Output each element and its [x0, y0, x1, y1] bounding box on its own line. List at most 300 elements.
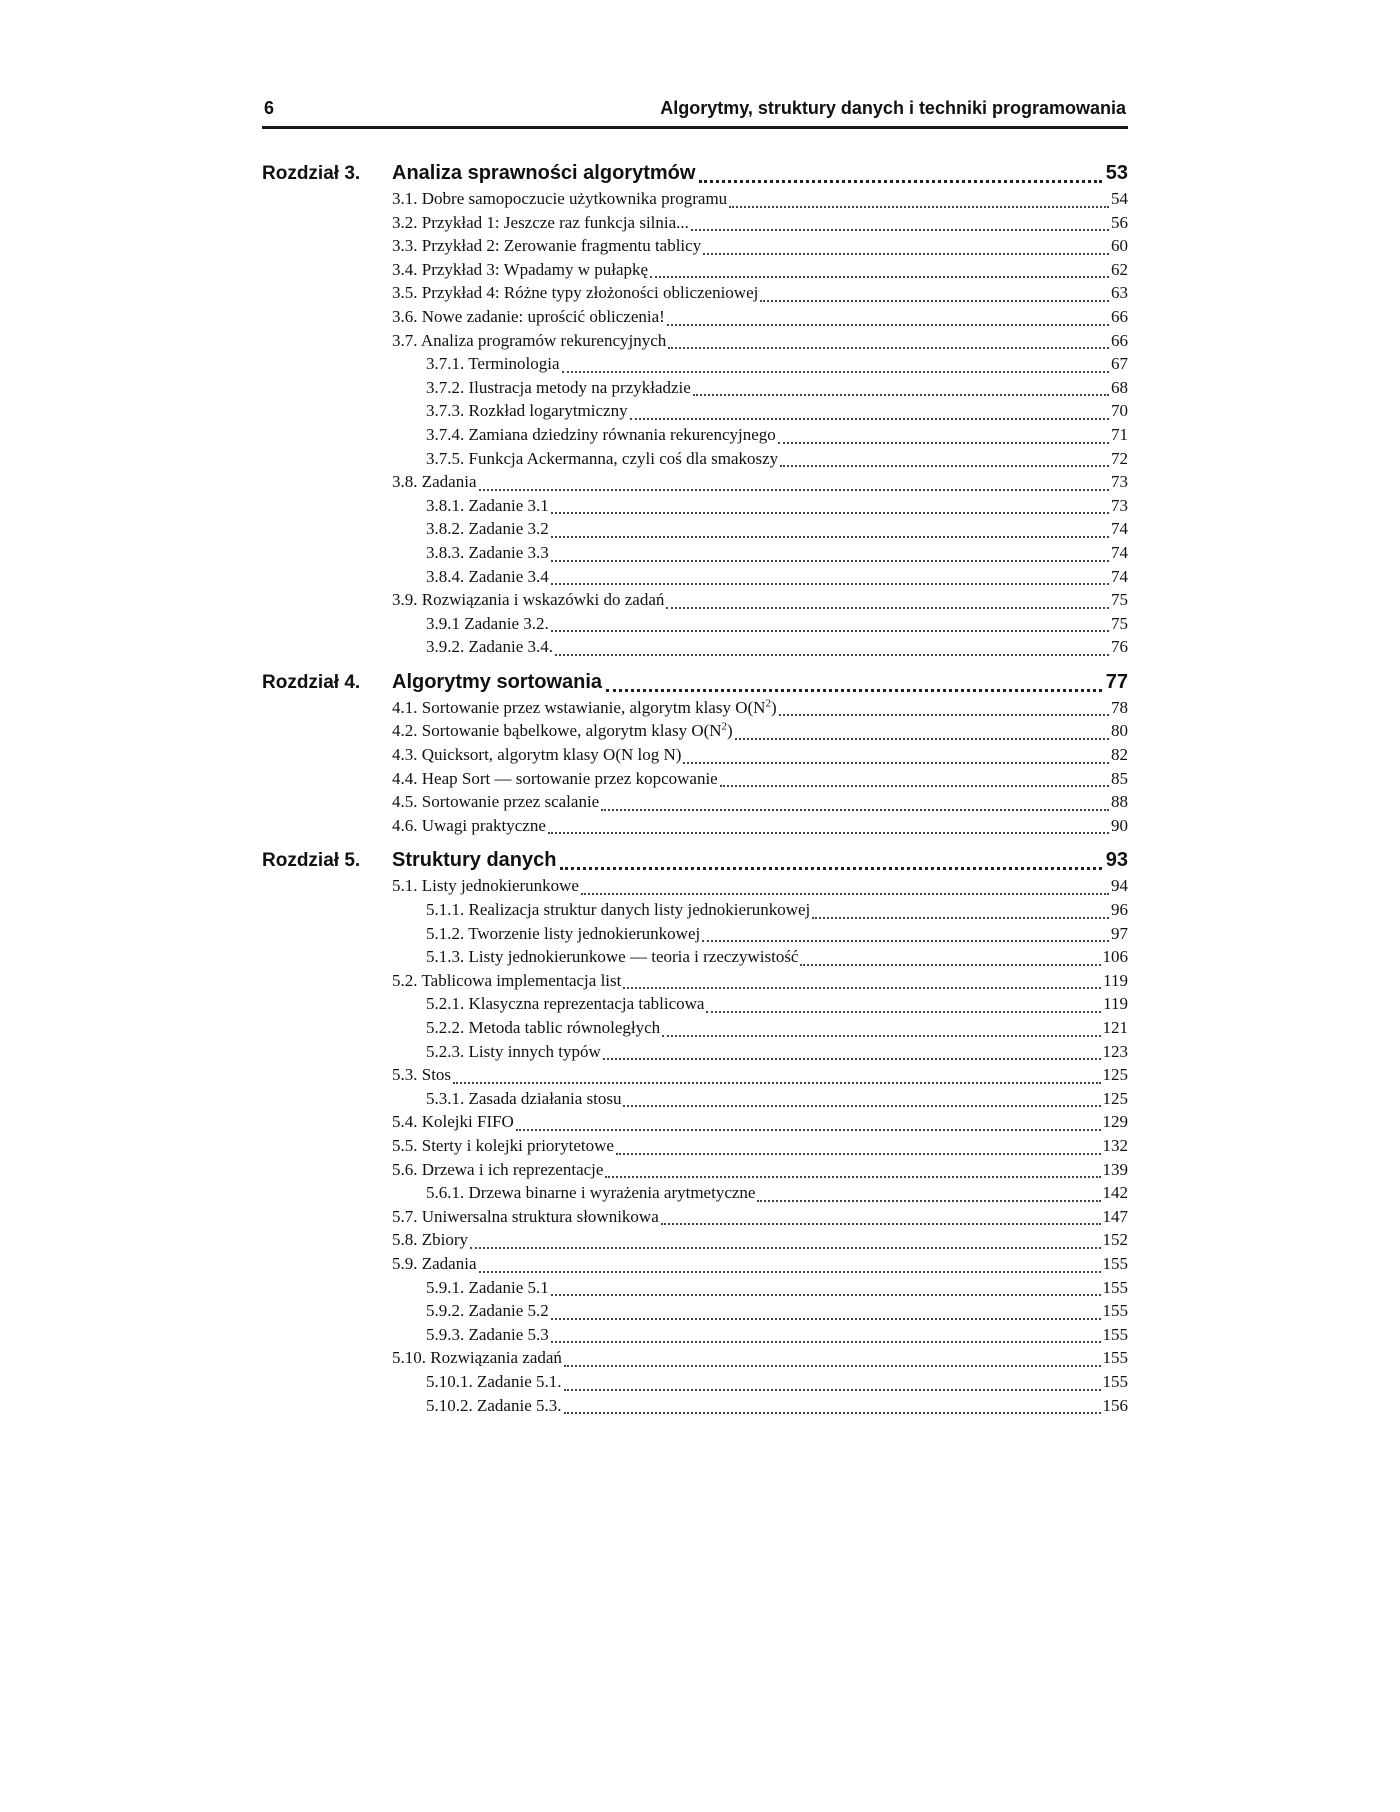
dot-leader: [470, 1247, 1100, 1249]
entry-number: 4.6.: [392, 815, 418, 835]
dot-leader: [703, 253, 1109, 255]
toc-section-entry[interactable]: [262, 331, 1128, 355]
dot-leader: [668, 347, 1109, 349]
entry-title: [426, 543, 549, 563]
toc-subsection-entry[interactable]: [262, 924, 1128, 948]
entry-title-text: Zadanie 5.1.: [477, 1371, 562, 1391]
entry-number: 3.8.1.: [426, 495, 465, 515]
entry-number: 3.7.: [392, 330, 418, 350]
entry-title: [392, 721, 733, 741]
entry-title-text: Zadanie 3.1: [468, 495, 549, 515]
toc-subsection-entry[interactable]: [262, 1018, 1128, 1042]
entry-page-number: 121: [1102, 1018, 1128, 1037]
entry-title-text: Tworzenie listy jednokierunkowej: [468, 923, 701, 943]
entry-title-text: Zadanie 3.4: [468, 566, 549, 586]
dot-leader: [630, 418, 1109, 420]
toc-subsection-entry[interactable]: [262, 1325, 1128, 1349]
chapter-page-number: 93: [1105, 849, 1128, 872]
toc-subsection-entry[interactable]: [262, 614, 1128, 638]
entry-title-text: Zadanie 5.1: [468, 1277, 549, 1297]
entry-title: [392, 283, 758, 303]
entry-number: 3.5.: [392, 283, 418, 303]
entry-title-tail: ): [727, 721, 733, 741]
entry-number: 5.1.2.: [426, 923, 465, 943]
dot-leader: [699, 180, 1101, 183]
dot-leader: [548, 832, 1109, 834]
toc-section-entry[interactable]: [262, 189, 1128, 213]
entry-page-number: 147: [1102, 1206, 1128, 1226]
entry-title: [426, 1278, 549, 1298]
entry-page-number: 156: [1102, 1395, 1128, 1415]
entry-number: 5.7.: [392, 1206, 418, 1226]
entry-page-number: 82: [1111, 745, 1128, 765]
entry-title-text: Sortowanie bąbelkowe, algorytm klasy O(N: [421, 721, 722, 741]
entry-title: [392, 971, 621, 991]
toc-section-entry[interactable]: [262, 1160, 1128, 1184]
entry-page-number: 75: [1111, 590, 1128, 610]
entry-title: [392, 876, 579, 896]
toc-section-entry[interactable]: [262, 260, 1128, 284]
entry-number: 3.3.: [392, 236, 418, 256]
entry-title-text: Zbiory: [421, 1230, 469, 1250]
entry-number: 5.5.: [392, 1135, 418, 1155]
dot-leader: [662, 1035, 1100, 1037]
dot-leader: [683, 762, 1109, 764]
entry-page-number: 80: [1111, 721, 1128, 741]
entry-number: 3.6.: [392, 306, 418, 326]
entry-number: 3.7.3.: [426, 401, 465, 421]
toc-section-entry[interactable]: [262, 792, 1128, 816]
toc-section-entry[interactable]: [262, 745, 1128, 769]
dot-leader: [661, 1223, 1101, 1225]
chapter-heading[interactable]: [262, 162, 1128, 189]
toc-section-entry[interactable]: [262, 721, 1128, 745]
entry-title: [392, 1136, 614, 1156]
toc-subsection-entry[interactable]: [262, 1372, 1128, 1396]
entry-number: 3.9.1: [426, 613, 460, 633]
entry-number: 5.6.1.: [426, 1183, 465, 1203]
entry-title: [392, 590, 664, 610]
toc-subsection-entry[interactable]: [262, 449, 1128, 473]
toc-subsection-entry[interactable]: [262, 637, 1128, 661]
toc-subsection-entry[interactable]: [262, 1089, 1128, 1113]
chapter-title: Struktury danych: [392, 849, 557, 872]
entry-page-number: 85: [1111, 768, 1128, 788]
entry-title: [426, 1325, 549, 1345]
superscript: 2: [765, 697, 771, 710]
toc-section-entry[interactable]: [262, 1136, 1128, 1160]
entry-title: [392, 472, 477, 492]
dot-leader: [551, 630, 1109, 632]
chapter-heading[interactable]: [262, 849, 1128, 876]
entry-title: [392, 1230, 468, 1250]
toc-subsection-entry[interactable]: [262, 543, 1128, 567]
entry-title: [426, 1042, 601, 1062]
dot-leader: [551, 512, 1109, 514]
dot-leader: [551, 583, 1109, 585]
page-number: 6: [264, 98, 275, 118]
entry-title: [426, 1396, 562, 1416]
entry-page-number: 67: [1111, 354, 1128, 374]
entry-title: [392, 213, 689, 233]
entry-page-number: 90: [1111, 815, 1128, 835]
toc-subsection-entry[interactable]: [262, 1301, 1128, 1325]
toc-subsection-entry[interactable]: [262, 567, 1128, 591]
entry-title: [392, 1160, 603, 1180]
dot-leader: [778, 442, 1109, 444]
entry-title: [392, 792, 599, 812]
entry-number: 3.8.: [392, 472, 418, 492]
entry-title-text: Zadanie 5.3: [468, 1324, 549, 1344]
entry-number: 4.2.: [392, 721, 418, 741]
entry-number: 3.9.2.: [426, 637, 465, 657]
toc-section-entry[interactable]: [262, 1348, 1128, 1372]
entry-title-text: Listy jednokierunkowe — teoria i rzeczywistość: [468, 947, 799, 967]
toc-section-entry[interactable]: [262, 1065, 1128, 1089]
toc-subsection-entry[interactable]: [262, 496, 1128, 520]
dot-leader: [479, 1271, 1101, 1273]
entry-page-number: 97: [1111, 923, 1128, 943]
entry-page-number: 155: [1102, 1348, 1128, 1368]
entry-number: 4.4.: [392, 768, 418, 788]
dot-leader: [555, 654, 1109, 656]
toc-subsection-entry[interactable]: [262, 378, 1128, 402]
dot-leader: [601, 809, 1109, 811]
entry-title-text: Stos: [421, 1065, 452, 1085]
entry-number: 5.2.3.: [426, 1041, 465, 1061]
entry-title: [426, 637, 553, 657]
entry-title: [392, 1207, 659, 1227]
entry-page-number: 63: [1111, 283, 1128, 303]
entry-page-number: 125: [1102, 1088, 1128, 1108]
entry-title: [426, 614, 549, 634]
entry-title-text: Przykład 4: Różne typy złożoności obliczeniowej: [421, 283, 759, 303]
toc-section-entry[interactable]: [262, 1230, 1128, 1254]
chapter-label: Rozdział 3.: [262, 163, 361, 184]
entry-title-text: Dobre samopoczucie użytkownika programu: [421, 189, 728, 208]
chapter-label: Rozdział 5.: [262, 850, 361, 872]
entry-number: 3.4.: [392, 259, 418, 279]
entry-title: [426, 378, 691, 398]
entry-number: 5.10.1.: [426, 1371, 473, 1391]
entry-title: [426, 401, 628, 421]
toc-subsection-entry[interactable]: [262, 900, 1128, 924]
toc-section-entry[interactable]: [262, 472, 1128, 496]
toc-section-entry[interactable]: [262, 590, 1128, 614]
entry-title: [426, 924, 700, 944]
dot-leader: [706, 1011, 1101, 1013]
toc-subsection-entry[interactable]: [262, 354, 1128, 378]
entry-number: 3.7.5.: [426, 448, 465, 468]
entry-title-text: Terminologia: [468, 354, 560, 374]
entry-title-tail: ): [770, 697, 777, 717]
toc-section-entry[interactable]: [262, 1254, 1128, 1278]
entry-number: 5.9.3.: [426, 1324, 465, 1344]
entry-page-number: 119: [1103, 970, 1128, 990]
toc-subsection-entry[interactable]: [262, 947, 1128, 971]
entry-title-text: Listy jednokierunkowe: [421, 876, 579, 896]
entry-page-number: 139: [1102, 1159, 1128, 1179]
entry-page-number: 72: [1111, 448, 1128, 468]
toc-subsection-entry[interactable]: [262, 1278, 1128, 1302]
entry-number: 5.3.: [392, 1065, 418, 1085]
entry-number: 4.3.: [392, 745, 418, 765]
entry-title: [426, 1301, 549, 1321]
entry-title: [426, 354, 560, 374]
dot-leader: [623, 1105, 1100, 1107]
entry-page-number: 62: [1111, 259, 1128, 279]
entry-page-number: 155: [1102, 1301, 1128, 1321]
entry-page-number: 60: [1111, 236, 1128, 256]
toc-subsection-entry[interactable]: [262, 994, 1128, 1018]
chapter-page-number: 53: [1105, 162, 1128, 184]
dot-leader: [779, 714, 1109, 716]
entry-number: 4.1.: [392, 697, 418, 717]
toc-section-entry[interactable]: [262, 307, 1128, 331]
entry-title-text: Metoda tablic równoległych: [468, 1018, 661, 1037]
dot-leader: [623, 987, 1101, 989]
entry-title-text: Quicksort, algorytm klasy O(N log N): [421, 745, 682, 765]
toc-subsection-entry[interactable]: [262, 401, 1128, 425]
entry-number: 5.9.1.: [426, 1277, 465, 1297]
dot-leader: [605, 1176, 1100, 1178]
entry-page-number: 73: [1111, 495, 1128, 515]
toc-subsection-entry[interactable]: [262, 1183, 1128, 1207]
entry-title: [426, 947, 798, 967]
dot-leader: [666, 607, 1109, 609]
entry-title: [392, 745, 681, 765]
entry-title-text: Zadanie 5.3.: [477, 1395, 562, 1415]
entry-title-text: Listy innych typów: [468, 1041, 601, 1061]
entry-page-number: 96: [1111, 900, 1128, 920]
entry-title-text: Sterty i kolejki priorytetowe: [421, 1135, 614, 1155]
superscript: 2: [721, 720, 728, 733]
dot-leader: [650, 276, 1109, 278]
entry-page-number: 94: [1111, 876, 1128, 896]
dot-leader: [729, 206, 1109, 208]
entry-number: 4.5.: [392, 792, 418, 812]
entry-number: 5.2.2.: [426, 1018, 465, 1037]
entry-title: [392, 1254, 477, 1274]
dot-leader: [616, 1153, 1101, 1155]
entry-page-number: 152: [1102, 1230, 1128, 1250]
entry-title: [426, 496, 549, 516]
entry-page-number: 155: [1102, 1277, 1128, 1297]
entry-title-text: Zadania: [421, 472, 477, 492]
entry-title-text: Zasada działania stosu: [468, 1088, 622, 1108]
entry-title-text: Heap Sort — sortowanie przez kopcowanie: [421, 768, 718, 788]
entry-page-number: 74: [1111, 542, 1128, 562]
entry-number: 5.1.: [392, 876, 418, 896]
entry-title-text: Kolejki FIFO: [421, 1112, 514, 1132]
entry-number: 5.4.: [392, 1112, 418, 1132]
chapter-page-number: 77: [1105, 670, 1128, 693]
entry-title-text: Zadania: [421, 1253, 477, 1273]
dot-leader: [453, 1082, 1100, 1084]
entry-title-text: Drzewa i ich reprezentacje: [421, 1159, 604, 1179]
entry-number: 3.9.: [392, 590, 418, 610]
entry-page-number: 125: [1102, 1065, 1128, 1085]
entry-page-number: 68: [1111, 377, 1128, 397]
entry-title-text: Zadanie 3.4.: [468, 637, 553, 657]
entry-number: 5.3.1.: [426, 1088, 465, 1108]
dot-leader: [581, 893, 1109, 895]
toc-section-entry[interactable]: [262, 213, 1128, 237]
entry-page-number: 119: [1103, 994, 1128, 1014]
entry-page-number: 142: [1102, 1183, 1128, 1203]
entry-page-number: 74: [1111, 519, 1128, 539]
entry-title: [392, 189, 727, 209]
entry-title-text: Ilustracja metody na przykładzie: [468, 377, 691, 397]
dot-leader: [691, 229, 1109, 231]
entry-number: 5.1.3.: [426, 947, 465, 967]
entry-number: 3.2.: [392, 212, 418, 232]
entry-title: [426, 900, 810, 920]
entry-title: [426, 1183, 755, 1203]
entry-title-text: Klasyczna reprezentacja tablicowa: [468, 994, 705, 1014]
entry-title-text: Tablicowa implementacja list: [421, 970, 622, 990]
entry-number: 3.8.3.: [426, 542, 465, 562]
dot-leader: [606, 689, 1102, 692]
entry-title-text: Rozwiązania i wskazówki do zadań: [421, 590, 665, 610]
toc-subsection-entry[interactable]: [262, 1396, 1128, 1420]
dot-leader: [564, 1365, 1101, 1367]
entry-title: [392, 307, 665, 327]
chapter-title: Algorytmy sortowania: [392, 670, 603, 693]
entry-number: 3.7.1.: [426, 354, 465, 374]
dot-leader: [603, 1058, 1101, 1060]
entry-title-text: Sortowanie przez scalanie: [421, 792, 600, 812]
entry-page-number: 106: [1102, 947, 1128, 967]
entry-title: [426, 449, 778, 469]
toc-subsection-entry[interactable]: [262, 425, 1128, 449]
entry-title-text: Zadanie 3.3: [468, 542, 549, 562]
toc-section-entry[interactable]: [262, 283, 1128, 307]
entry-title-text: Przykład 2: Zerowanie fragmentu tablicy: [421, 236, 702, 256]
entry-title-text: Analiza programów rekurencyjnych: [420, 330, 667, 350]
entry-title: [426, 519, 549, 539]
entry-title-text: Przykład 1: Jeszcze raz funkcja silnia...: [421, 212, 689, 232]
entry-title-text: Przykład 3: Wpadamy w pułapkę: [421, 259, 649, 279]
toc-section-entry[interactable]: [262, 769, 1128, 793]
entry-title: [392, 698, 777, 718]
dot-leader: [560, 867, 1101, 870]
dot-leader: [562, 371, 1109, 373]
entry-title-text: Uniwersalna struktura słownikowa: [421, 1206, 659, 1226]
entry-number: 3.8.4.: [426, 566, 465, 586]
dot-leader: [564, 1412, 1101, 1414]
entry-title: [392, 236, 701, 256]
toc-section-entry[interactable]: [262, 698, 1128, 722]
dot-leader: [693, 394, 1109, 396]
toc-section-entry[interactable]: [262, 236, 1128, 260]
toc-subsection-entry[interactable]: [262, 519, 1128, 543]
toc-subsection-entry[interactable]: [262, 1042, 1128, 1066]
entry-title-text: Uwagi praktyczne: [421, 815, 546, 835]
dot-leader: [702, 940, 1109, 942]
entry-title: [392, 331, 666, 351]
toc-section-entry[interactable]: [262, 1207, 1128, 1231]
entry-page-number: 132: [1102, 1135, 1128, 1155]
chapter-title: Analiza sprawności algorytmów: [392, 162, 696, 184]
entry-page-number: 88: [1111, 792, 1128, 812]
entry-title-text: Rozwiązania zadań: [430, 1348, 562, 1368]
dot-leader: [551, 536, 1109, 538]
table-of-contents: [262, 162, 1128, 1419]
entry-title: [392, 1065, 451, 1085]
entry-title: [392, 816, 546, 836]
entry-number: 5.8.: [392, 1230, 418, 1250]
entry-page-number: 76: [1111, 637, 1128, 657]
entry-page-number: 70: [1111, 401, 1128, 421]
entry-number: 5.2.1.: [426, 994, 465, 1014]
entry-page-number: 74: [1111, 566, 1128, 586]
entry-title: [392, 1348, 562, 1368]
entry-number: 3.7.4.: [426, 424, 465, 444]
entry-title-text: Zadanie 5.2: [468, 1301, 549, 1321]
entry-title: [426, 1372, 562, 1392]
dot-leader: [551, 1318, 1101, 1320]
dot-leader: [551, 560, 1109, 562]
toc-section-entry[interactable]: [262, 876, 1128, 900]
entry-title-text: Realizacja struktur danych listy jednokierunkowej: [468, 900, 811, 920]
entry-title: [426, 1018, 660, 1038]
entry-title-text: Zadanie 3.2: [468, 519, 549, 539]
entry-page-number: 66: [1111, 330, 1128, 350]
dot-leader: [479, 489, 1110, 491]
entry-title: [426, 567, 549, 587]
running-title: Algorytmy, struktury danych i techniki programowania: [660, 98, 1126, 118]
entry-page-number: 71: [1111, 424, 1128, 444]
entry-title-text: Nowe zadanie: uprościć obliczenia!: [421, 306, 665, 326]
entry-number: 3.8.2.: [426, 519, 465, 539]
entry-number: 5.1.1.: [426, 900, 465, 920]
entry-page-number: 155: [1102, 1324, 1128, 1344]
entry-number: 3.1.: [392, 189, 418, 208]
dot-leader: [735, 738, 1109, 740]
toc-section-entry[interactable]: [262, 816, 1128, 840]
toc-section-entry[interactable]: [262, 971, 1128, 995]
dot-leader: [780, 465, 1109, 467]
entry-number: 5.6.: [392, 1159, 418, 1179]
dot-leader: [516, 1129, 1101, 1131]
entry-page-number: 123: [1102, 1041, 1128, 1061]
dot-leader: [760, 300, 1109, 302]
entry-title-text: Zamiana dziedziny równania rekurencyjnego: [468, 424, 776, 444]
dot-leader: [757, 1200, 1100, 1202]
dot-leader: [667, 324, 1109, 326]
entry-page-number: 66: [1111, 306, 1128, 326]
toc-section-entry[interactable]: [262, 1112, 1128, 1136]
entry-page-number: 54: [1111, 189, 1128, 208]
dot-leader: [551, 1341, 1101, 1343]
entry-title-text: Funkcja Ackermanna, czyli coś dla smakoszy: [468, 448, 779, 468]
entry-number: 5.10.2.: [426, 1395, 473, 1415]
entry-title: [392, 769, 718, 789]
entry-page-number: 75: [1111, 613, 1128, 633]
page-header: [262, 96, 1128, 129]
entry-page-number: 155: [1102, 1253, 1128, 1273]
chapter-label: Rozdział 4.: [262, 671, 361, 693]
entry-page-number: 78: [1111, 697, 1128, 717]
entry-number: 5.10.: [392, 1348, 426, 1368]
dot-leader: [812, 917, 1109, 919]
chapter-heading[interactable]: [262, 671, 1128, 698]
entry-title: [392, 260, 648, 280]
dot-leader: [800, 964, 1100, 966]
entry-page-number: 129: [1102, 1112, 1128, 1132]
entry-title-text: Rozkład logarytmiczny: [468, 401, 628, 421]
